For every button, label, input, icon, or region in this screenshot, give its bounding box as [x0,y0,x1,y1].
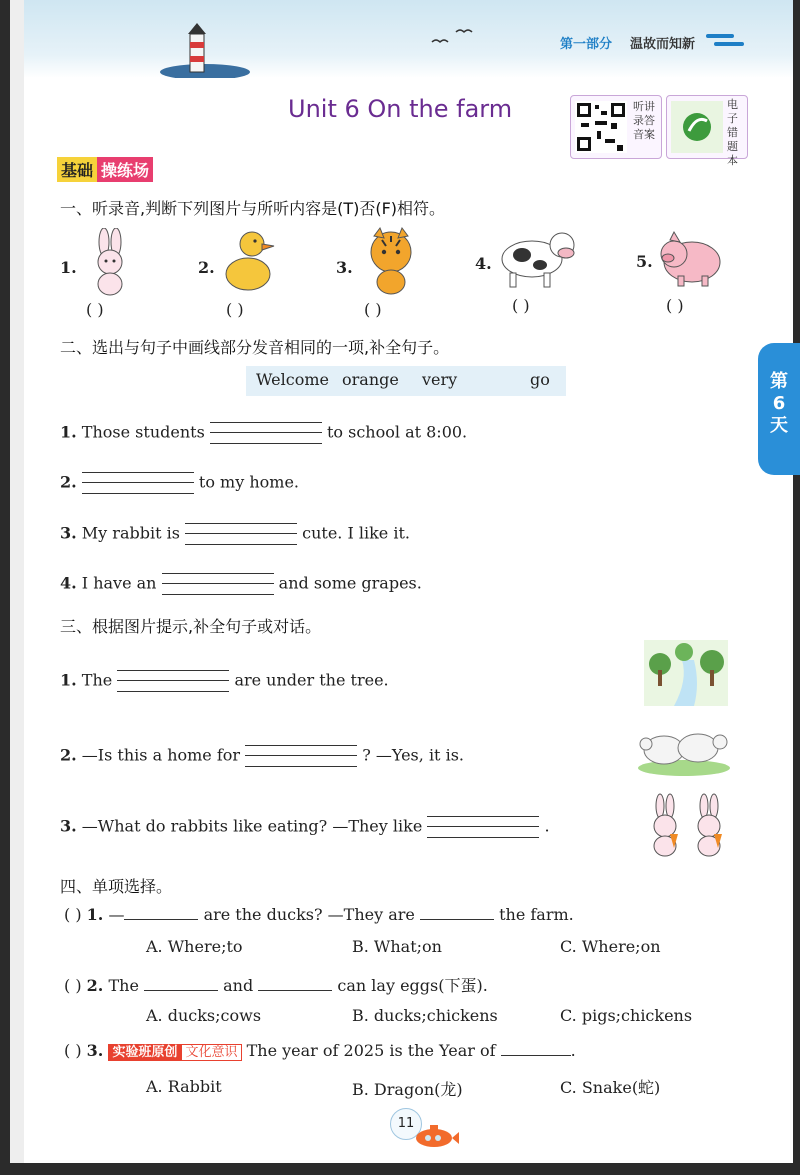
qr-audio-label: 听讲录答音案 [633,100,655,141]
s3-row3-after: . [544,816,550,836]
s1-item5-num: 5. [636,252,653,271]
s2-row1-before: Those students [81,422,205,442]
s2-row2-num: 2. [60,472,77,492]
s3-row2-before: —Is this a home for [81,745,241,765]
s2-row1-num: 1. [60,422,77,442]
s4-q2-answer[interactable]: ( ) [64,976,82,995]
s4-q1-num: 1. [86,905,104,924]
s4-q2-c: can lay eggs(下蛋). [337,976,488,995]
s1-item2-answer[interactable]: ( ) [226,300,244,319]
word-3: very [422,370,458,389]
scan-edge-bottom [0,1163,800,1175]
s1-item3-num: 3. [336,258,353,277]
s4-q2-num: 2. [86,976,104,995]
s2-row3-blank[interactable] [185,523,297,545]
s4-q2-blank1[interactable] [144,990,218,991]
s3-row1-after: are under the tree. [234,670,389,690]
deco-lines-icon [706,28,746,50]
s3-row2-num: 2. [60,745,77,765]
sheep-picture [636,718,732,778]
basics-badge-a: 基础 [57,157,97,182]
birds-icon [430,26,475,48]
day-side-tab-label: 第6天 [770,371,788,436]
page-gutter [10,0,24,1175]
s4-q2-a: The [108,976,139,995]
s3-row2-blank[interactable] [245,745,357,767]
section3-heading: 三、根据图片提示,补全句子或对话。 [60,617,322,636]
s2-row4-blank[interactable] [162,573,274,595]
part-label: 第一部分 [560,37,613,52]
day-side-tab[interactable] [758,343,800,475]
s1-item2-num: 2. [198,258,215,277]
s4-q2-opt-b[interactable]: B. ducks;chickens [352,1006,498,1025]
s4-q3-end: . [570,1041,576,1060]
s4-q2-opt-c[interactable]: C. pigs;chickens [560,1006,693,1025]
lighthouse-icon [160,20,255,78]
s1-item3-answer[interactable]: ( ) [364,300,382,319]
word-4: go [530,370,550,389]
s4-q3-opt-a[interactable]: A. Rabbit [146,1077,222,1096]
section4-heading: 四、单项选择。 [60,877,173,896]
s4-q3-num: 3. [86,1041,104,1060]
s4-q3-blank[interactable] [501,1055,571,1056]
s1-item1-answer[interactable]: ( ) [86,300,104,319]
s2-row4-num: 4. [60,573,77,593]
s4-q3-opt-b[interactable]: B. Dragon(龙) [352,1080,463,1099]
s4-q3-text: The year of 2025 is the Year of [246,1041,496,1060]
qr-notebook-box[interactable] [666,95,748,167]
s4-q2-b: and [223,976,254,995]
word-bank [246,366,566,396]
s4-q1-blank2[interactable] [420,919,494,920]
s4-q1-opt-b[interactable]: B. What;on [352,937,442,956]
pig-icon [656,230,726,288]
s2-row2 [60,472,750,494]
s4-q1-a: — [108,905,125,924]
section2-heading: 二、选出与句子中画线部分发音相同的一项,补全句子。 [60,338,450,357]
s3-row2-after: ? —Yes, it is. [362,745,464,765]
scan-edge-right [793,0,800,1175]
s3-row1-before: The [81,670,113,690]
s2-row2-after: to my home. [198,472,299,492]
s4-q1-opt-a[interactable]: A. Where;to [146,937,243,956]
s4-q2 [64,973,744,996]
s3-row1-blank[interactable] [117,670,229,692]
s3-row2 [60,745,620,767]
s1-item5-answer[interactable]: ( ) [666,296,684,315]
s3-row3-blank[interactable] [427,816,539,838]
s2-row3 [60,523,750,545]
s4-q3-answer[interactable]: ( ) [64,1041,82,1060]
s2-row3-after: cute. I like it. [302,523,410,543]
qr-code-icon [575,101,627,153]
s4-q1-answer[interactable]: ( ) [64,905,82,924]
section-tag: 温故而知新 [630,37,696,52]
page-number: 11 [397,1116,415,1131]
s2-row3-before: My rabbit is [81,523,180,543]
s4-q1-opt-c[interactable]: C. Where;on [560,937,661,956]
qr-notebook-label: 电子错题本 [727,98,738,167]
trees-river-picture [644,640,728,706]
basics-badge [57,157,153,182]
tiger-icon [362,226,420,296]
scan-edge-left [0,0,10,1175]
s3-row3-num: 3. [60,816,77,836]
s2-row3-num: 3. [60,523,77,543]
rabbit-icon [88,228,134,296]
s3-row3-before: —What do rabbits like eating? —They like [81,816,423,836]
word-1: Welcome [256,370,329,389]
page-title: Unit 6 On the farm [288,95,513,123]
s3-row3 [60,816,620,838]
s4-q3-badge-culture: 文化意识 [181,1044,241,1061]
s4-q1-blank1[interactable] [124,919,198,920]
s4-q3-badge-original: 实验班原创 [108,1044,181,1061]
submarine-icon [412,1122,460,1148]
s3-row1 [60,670,620,692]
section1-heading: 一、听录音,判断下列图片与所听内容是(T)否(F)相符。 [60,199,446,218]
s1-item1-num: 1. [60,258,77,277]
s2-row4 [60,573,750,595]
s2-row1 [60,422,750,444]
s2-row2-blank[interactable] [82,472,194,494]
s1-item4-answer[interactable]: ( ) [512,296,530,315]
basics-badge-b: 操练场 [97,157,153,182]
s3-row1-num: 1. [60,670,77,690]
word-2: orange [342,370,399,389]
s4-q3-opt-c[interactable]: C. Snake(蛇) [560,1078,661,1097]
s2-row4-after: and some grapes. [278,573,422,593]
s4-q2-blank2[interactable] [258,990,332,991]
s4-q1-b: are the ducks? —They are [203,905,415,924]
s2-row1-after: to school at 8:00. [326,422,468,442]
s2-row1-blank[interactable] [210,422,322,444]
s4-q3 [64,1041,754,1060]
s4-q1 [64,905,744,924]
s2-row4-before: I have an [81,573,157,593]
cow-icon [496,225,580,291]
s4-q2-opt-a[interactable]: A. ducks;cows [146,1006,262,1025]
s1-item4-num: 4. [475,254,492,273]
rabbits-carrots-picture [646,792,732,858]
duck-icon [222,228,276,294]
qr-code-green-icon [671,101,723,153]
s4-q1-c: the farm. [499,905,574,924]
qr-audio-box[interactable] [570,95,662,159]
